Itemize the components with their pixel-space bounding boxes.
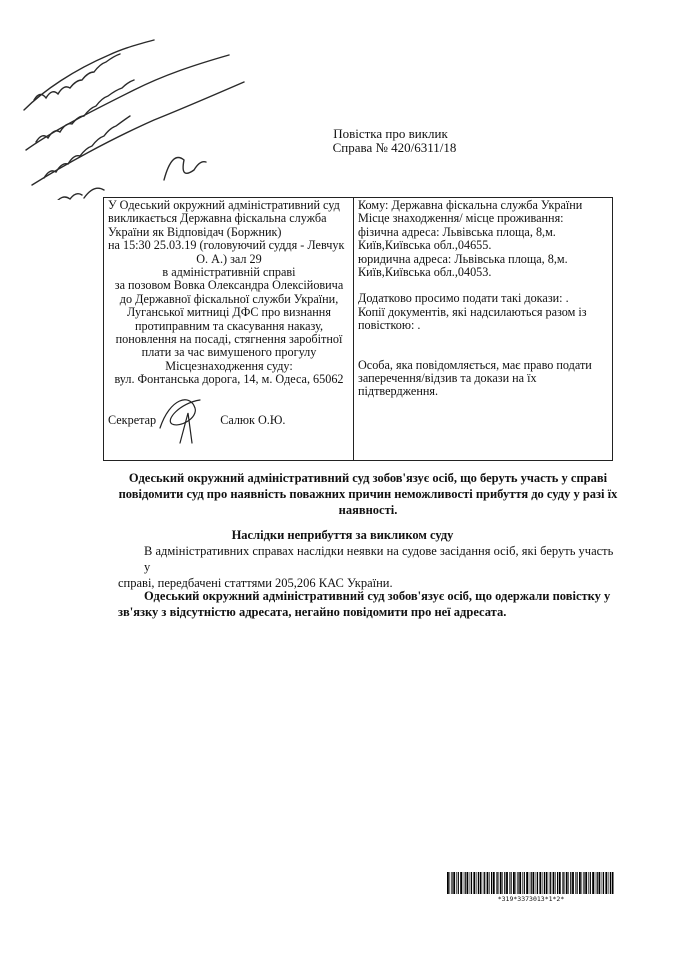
secretary-name: Салюк О.Ю. [220,413,286,427]
barcode-bar [605,872,607,894]
barcode-bar [513,872,515,894]
barcode-bar [496,872,497,894]
secretary-signature [150,388,230,448]
barcode-number: *319*3373013*1*2* [497,895,565,903]
barcode-bar [456,872,457,894]
barcode-bar [537,872,538,894]
barcode-bar [467,872,469,894]
barcode-bar [579,872,581,894]
barcode-bar [559,872,561,894]
handwriting-scribble [14,30,254,200]
barcode-bar [489,872,490,894]
left-line-9: Луганської митниці ДФС про визнання [127,305,331,320]
right-line-11: заперечення/відзив та докази на їх [358,371,537,386]
p1-line-2: повідомити суд про наявність поважних причин неможливості прибуття до суду у разі їх [118,487,618,501]
barcode-bar [450,872,451,894]
notification-obligation-paragraph [118,470,618,518]
barcode-bar [595,872,596,894]
absent-addressee-paragraph [118,588,618,620]
barcode-bar [522,872,523,894]
handwritten-resolution [14,30,254,200]
barcode-bar [585,872,587,894]
barcode-bar [453,872,455,894]
left-line-4: на 15:30 25.03.19 (головуючий суддя - Левчук [108,238,345,253]
barcode-image [447,872,615,894]
barcode-bar [473,872,475,894]
p3-line-2: зв'язку з відсутністю адресата, негайно повідомити про неї адресата. [118,605,507,619]
barcode-bar [612,872,614,894]
barcode-bar [562,872,563,894]
barcode-bar [471,872,472,894]
consequences-heading: Наслідки неприбуття за викликом суду [231,528,454,542]
right-line-6: Київ,Київська обл.,04053. [358,265,492,280]
recipient-info-column [358,199,608,399]
barcode-bar [539,872,541,894]
barcode-bar [610,872,611,894]
barcode-bar [478,872,479,894]
right-line-12: підтвердження. [358,384,439,399]
barcode-bar [546,872,548,894]
barcode-bar [480,872,482,894]
barcode-bar [566,872,568,894]
barcode-bar [544,872,545,894]
right-line-4: Київ,Київська обл.,04655. [358,238,492,253]
barcode-bar [447,872,449,894]
barcode-bar [493,872,495,894]
barcode-bar [568,872,569,894]
barcode-bar [555,872,556,894]
barcode-bar [531,872,532,894]
right-line-7: Додатково просимо подати такі докази: . [358,291,569,306]
barcode-bar [451,872,452,894]
left-line-8: до Державної фіскальної служби України, [119,291,339,306]
right-line-2: Місце знаходження/ місце проживання: [358,211,564,226]
court-address: вул. Фонтанська дорога, 14, м. Одеса, 65062 [114,372,344,387]
left-line-2: викликається Державна фіскальна служба [108,211,327,226]
summons-table [103,197,613,461]
barcode-bar [484,872,485,894]
p2-line-1: В адміністративних справах наслідки неявки на судове засідання осіб, які беруть участь у [144,544,614,574]
barcode-bar [550,872,551,894]
p1-line-1: Одеський окружний адміністративний суд зобов'язує осіб, що беруть участь у справі [128,471,608,485]
barcode-bar [583,872,584,894]
right-line-3: фізична адреса: Львівська площа, 8,м. [358,224,556,239]
barcode-bar [529,872,530,894]
left-line-3: України як Відповідач (Боржник) [108,224,282,239]
barcode-bar [536,872,537,894]
barcode-bar [460,872,462,894]
p1-line-3: наявності. [338,503,398,517]
column-divider [353,198,354,460]
barcode-bar [526,872,528,894]
barcode-bar [608,872,609,894]
left-line-6: в адміністративній справі [162,265,296,280]
barcode-bar [470,872,471,894]
barcode-bar [458,872,459,894]
barcode-bar [511,872,512,894]
barcode-bar [533,872,535,894]
barcode-bar [592,872,594,894]
left-line-11: поновлення на посаді, стягнення заробітної [115,332,343,347]
right-line-1: Кому: Державна фіскальна служба України [358,198,583,212]
barcode-bar [557,872,558,894]
p2-line-2: справі, передбачені статтями 205,206 КАС України. [118,576,393,590]
barcode-bar [504,872,505,894]
barcode-bar [603,872,604,894]
notice-title: Повістка про виклик [333,126,448,141]
left-line-12: плати за час вимушеного прогулу [141,345,317,360]
barcode-bar [506,872,508,894]
left-line-7: за позовом Вовка Олександра Олексійовича [114,278,344,293]
barcode-bar [602,872,603,894]
barcode-bar [487,872,489,894]
court-info-column [108,199,350,387]
left-line-5: О. А.) зал 29 [196,251,262,266]
right-line-10: Особа, яка повідомляється, має право подати [358,357,592,372]
barcode-bar [524,872,525,894]
barcode-bar [476,872,477,894]
consequences-paragraph [118,543,618,591]
barcode-bar [572,872,574,894]
p3-line-1: Одеський окружний адміністративний суд зобов'язує осіб, що одержали повістку у [144,589,611,603]
right-line-5: юридична адреса: Львівська площа, 8,м. [358,251,568,266]
barcode-bar [497,872,498,894]
barcode-bar [575,872,576,894]
right-line-8: Копії документів, які надсилаються разом із [358,304,587,319]
right-line-9: повісткою: . [358,318,421,333]
barcode-bar [553,872,555,894]
barcode-bar [509,872,510,894]
barcode-bar [517,872,518,894]
barcode-bar [563,872,564,894]
barcode-bar [599,872,601,894]
barcode-bar [542,872,543,894]
barcode-bar [491,872,492,894]
barcode-bar [500,872,502,894]
barcode-bar [463,872,464,894]
left-line-1: У Одеський окружний адміністративний суд [108,198,340,212]
barcode-bar [516,872,517,894]
barcode-bar [590,872,591,894]
barcode-bar [588,872,589,894]
barcode-bar [465,872,466,894]
barcode-bar [519,872,521,894]
barcode-bar [483,872,484,894]
left-line-10: протиправним та скасування наказу, [134,318,324,333]
barcode-bar [597,872,598,894]
case-number: Справа № 420/6311/18 [332,140,457,155]
barcode-bar [570,872,571,894]
barcode-bar [549,872,550,894]
barcode-bar [582,872,583,894]
secretary-label: Секретар [108,413,157,427]
barcode-bar [577,872,578,894]
left-line-13: Місцезнаходження суду: [165,358,293,373]
barcode-bar [502,872,503,894]
